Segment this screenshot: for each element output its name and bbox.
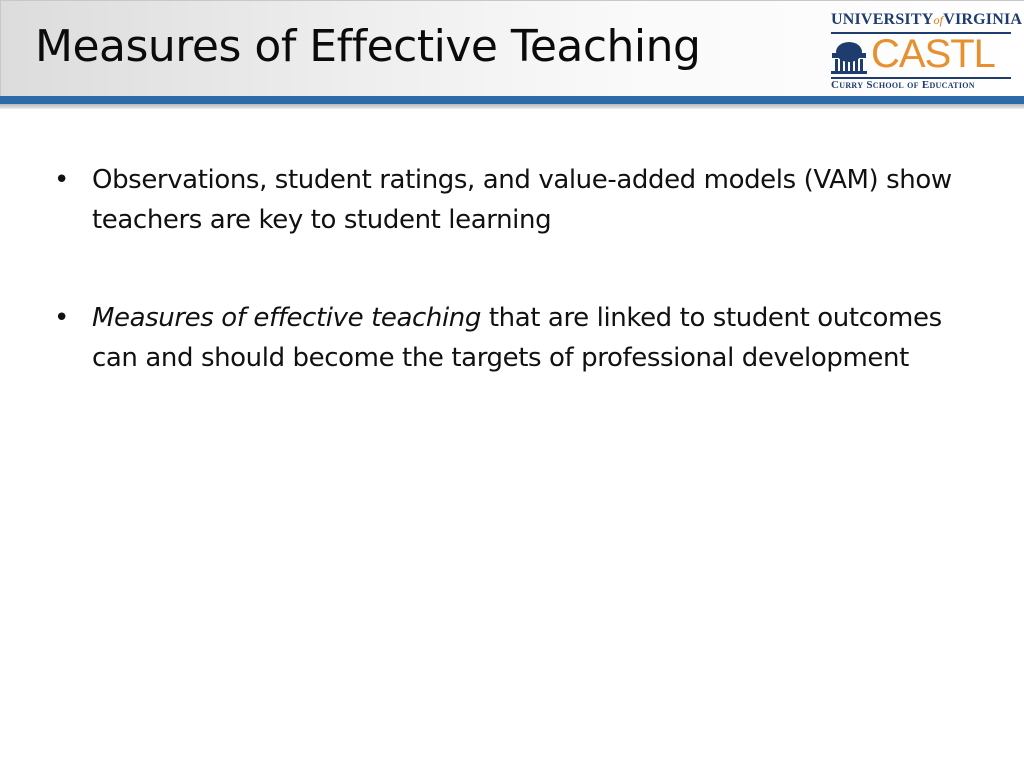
- uva-castl-logo: [829, 11, 1023, 93]
- bullet-emphasis: Measures of effective teaching: [92, 303, 481, 333]
- logo-castl-text: CASTL: [871, 32, 995, 76]
- logo-university-text: [831, 11, 1022, 29]
- rotunda-icon: [829, 36, 869, 76]
- bullet-item: [52, 160, 972, 240]
- bullet-list: [52, 160, 972, 378]
- slide-title: Measures of Effective Teaching: [35, 21, 701, 72]
- logo-school-text: Curry School of Education: [831, 79, 975, 91]
- header-shadow: [0, 104, 1024, 109]
- title-bar: [0, 0, 1024, 96]
- bullet-text: Observations, student ratings, and value-added models (VAM) show teachers are key to student learning: [92, 165, 952, 235]
- bullet-text: that are linked to student outcomes can and should become the targets of professional development: [92, 303, 942, 373]
- bullet-dot-icon: •: [54, 165, 69, 195]
- logo-university-of: of: [933, 13, 944, 27]
- logo-university-state: VIRGINIA: [943, 11, 1023, 28]
- bullet-item: [52, 298, 972, 378]
- header-accent-rule: [0, 96, 1024, 104]
- bullet-dot-icon: •: [54, 303, 69, 333]
- logo-university-main: UNIVERSITY: [831, 11, 934, 28]
